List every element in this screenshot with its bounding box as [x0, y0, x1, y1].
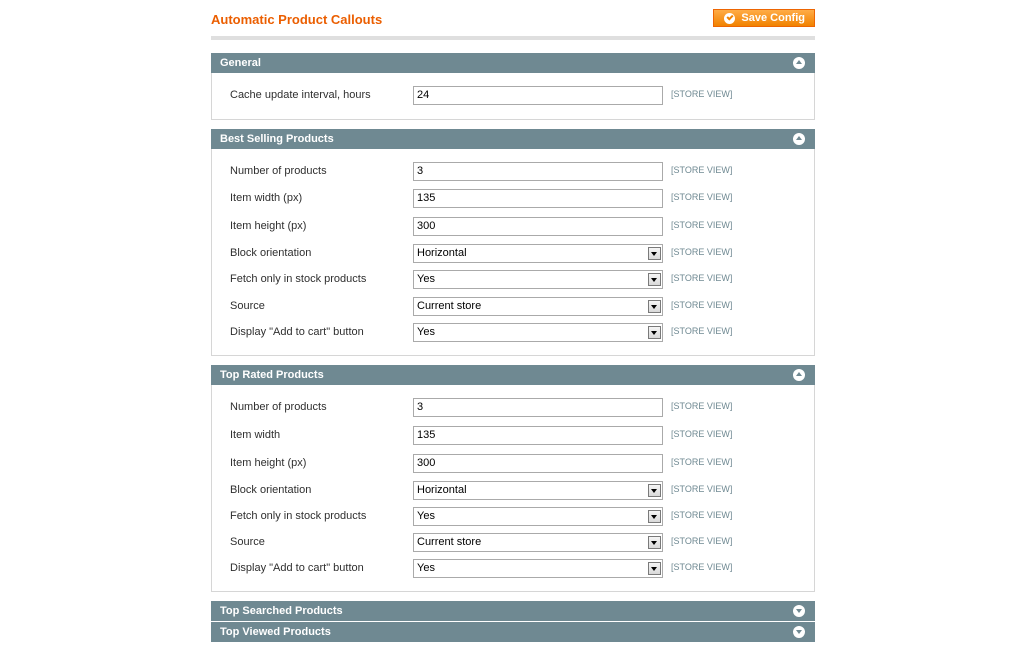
field-label: Source	[230, 536, 265, 548]
collapse-icon[interactable]	[793, 369, 805, 381]
number-of-products-input[interactable]: 3	[413, 398, 663, 417]
field-row-item-height	[212, 454, 814, 474]
section-best-selling	[211, 129, 815, 356]
scope-label: [STORE VIEW]	[671, 89, 733, 99]
page-header	[211, 0, 815, 40]
dropdown-arrow-icon[interactable]	[648, 562, 661, 575]
dropdown-arrow-icon[interactable]	[648, 510, 661, 523]
field-label: Number of products	[230, 401, 327, 413]
field-label: Fetch only in stock products	[230, 273, 367, 285]
field-row-fetch-in-stock	[212, 270, 814, 290]
source-select[interactable]	[413, 533, 663, 552]
select-value: Yes	[417, 326, 435, 338]
field-row-source	[212, 533, 814, 553]
dropdown-arrow-icon[interactable]	[648, 300, 661, 313]
select-value: Current store	[417, 300, 482, 312]
field-label: Block orientation	[230, 484, 312, 496]
field-row-item-width	[212, 426, 814, 446]
number-of-products-input[interactable]: 3	[413, 162, 663, 181]
field-row-source	[212, 297, 814, 317]
add-to-cart-select[interactable]	[413, 559, 663, 578]
expand-icon[interactable]	[793, 605, 805, 617]
select-value: Current store	[417, 536, 482, 548]
field-row-fetch-in-stock	[212, 507, 814, 527]
field-label: Number of products	[230, 165, 327, 177]
section-body-general	[211, 73, 815, 120]
scope-label: [STORE VIEW]	[671, 484, 733, 494]
dropdown-arrow-icon[interactable]	[648, 536, 661, 549]
select-value: Yes	[417, 562, 435, 574]
fetch-in-stock-select[interactable]	[413, 270, 663, 289]
dropdown-arrow-icon[interactable]	[648, 247, 661, 260]
section-top-viewed	[211, 622, 815, 642]
section-header-top-viewed[interactable]	[211, 622, 815, 642]
dropdown-arrow-icon[interactable]	[648, 326, 661, 339]
field-label: Item width (px)	[230, 192, 303, 204]
field-label: Block orientation	[230, 247, 312, 259]
select-value: Yes	[417, 273, 435, 285]
cache-interval-input[interactable]: 24	[413, 86, 663, 105]
field-row-add-to-cart	[212, 323, 814, 343]
scope-label: [STORE VIEW]	[671, 165, 733, 175]
section-header-top-searched[interactable]	[211, 601, 815, 621]
section-header-best-selling[interactable]	[211, 129, 815, 149]
dropdown-arrow-icon[interactable]	[648, 273, 661, 286]
scope-label: [STORE VIEW]	[671, 300, 733, 310]
select-value: Horizontal	[417, 247, 467, 259]
scope-label: [STORE VIEW]	[671, 220, 733, 230]
config-page	[211, 0, 815, 638]
section-body-top-rated	[211, 385, 815, 592]
scope-label: [STORE VIEW]	[671, 247, 733, 257]
dropdown-arrow-icon[interactable]	[648, 484, 661, 497]
field-label: Cache update interval, hours	[230, 89, 371, 101]
scope-label: [STORE VIEW]	[671, 401, 733, 411]
field-label: Source	[230, 300, 265, 312]
select-value: Horizontal	[417, 484, 467, 496]
scope-label: [STORE VIEW]	[671, 510, 733, 520]
section-top-searched	[211, 601, 815, 621]
field-row-block-orientation	[212, 481, 814, 501]
section-body-best-selling	[211, 149, 815, 356]
section-title: Top Searched Products	[220, 605, 343, 617]
collapse-icon[interactable]	[793, 57, 805, 69]
item-height-input[interactable]: 300	[413, 454, 663, 473]
field-row-item-width	[212, 189, 814, 209]
scope-label: [STORE VIEW]	[671, 429, 733, 439]
field-row-item-height	[212, 217, 814, 237]
add-to-cart-select[interactable]	[413, 323, 663, 342]
section-top-rated	[211, 365, 815, 592]
field-label: Item height (px)	[230, 220, 307, 232]
section-header-top-rated[interactable]	[211, 365, 815, 385]
section-general	[211, 53, 815, 120]
save-config-button[interactable]	[713, 9, 815, 27]
block-orientation-select[interactable]	[413, 481, 663, 500]
field-label: Item height (px)	[230, 457, 307, 469]
field-label: Item width	[230, 429, 281, 441]
page-title: Automatic Product Callouts	[211, 12, 383, 27]
section-title: Best Selling Products	[220, 133, 334, 145]
save-config-label: Save Config	[741, 12, 805, 24]
scope-label: [STORE VIEW]	[671, 536, 733, 546]
field-row-add-to-cart	[212, 559, 814, 579]
expand-icon[interactable]	[793, 626, 805, 638]
field-label: Fetch only in stock products	[230, 510, 367, 522]
item-width-input[interactable]: 135	[413, 189, 663, 208]
field-label: Display "Add to cart" button	[230, 326, 364, 338]
field-row-cache-interval	[212, 86, 814, 106]
section-title: General	[220, 57, 261, 69]
field-row-number-of-products	[212, 162, 814, 182]
scope-label: [STORE VIEW]	[671, 273, 733, 283]
scope-label: [STORE VIEW]	[671, 192, 733, 202]
collapse-icon[interactable]	[793, 133, 805, 145]
select-value: Yes	[417, 510, 435, 522]
scope-label: [STORE VIEW]	[671, 457, 733, 467]
item-width-input[interactable]: 135	[413, 426, 663, 445]
item-height-input[interactable]: 300	[413, 217, 663, 236]
scope-label: [STORE VIEW]	[671, 326, 733, 336]
fetch-in-stock-select[interactable]	[413, 507, 663, 526]
field-row-number-of-products	[212, 398, 814, 418]
section-header-general[interactable]	[211, 53, 815, 73]
field-row-block-orientation	[212, 244, 814, 264]
scope-label: [STORE VIEW]	[671, 562, 733, 572]
source-select[interactable]	[413, 297, 663, 316]
field-label: Display "Add to cart" button	[230, 562, 364, 574]
section-title: Top Rated Products	[220, 369, 324, 381]
block-orientation-select[interactable]	[413, 244, 663, 263]
section-title: Top Viewed Products	[220, 626, 331, 638]
check-circle-icon	[724, 13, 735, 24]
